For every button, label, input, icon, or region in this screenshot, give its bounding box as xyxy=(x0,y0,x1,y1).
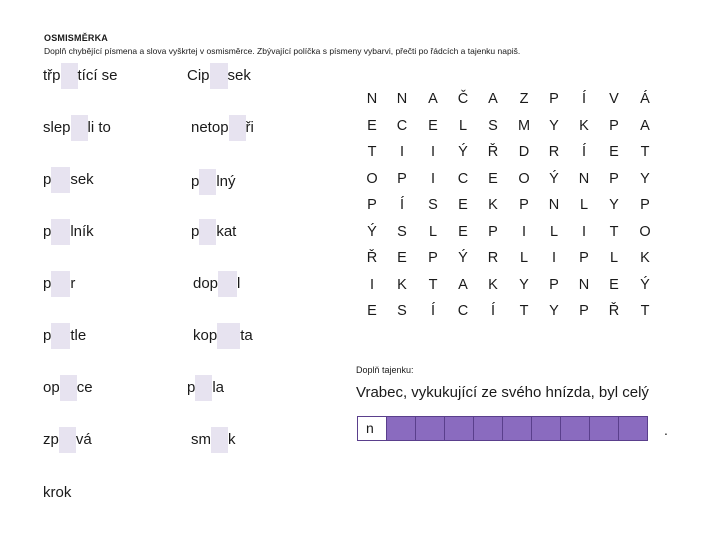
grid-cell[interactable]: T xyxy=(609,224,619,240)
word-item xyxy=(187,63,251,89)
grid-cell[interactable]: C xyxy=(457,303,469,319)
letter-blank[interactable] xyxy=(210,63,228,89)
letter-blank[interactable] xyxy=(229,115,246,141)
answer-cell[interactable] xyxy=(502,416,532,441)
grid-cell[interactable]: L xyxy=(549,224,559,240)
word-suffix: li to xyxy=(87,119,111,136)
grid-cell[interactable]: E xyxy=(367,303,377,319)
letter-blank[interactable] xyxy=(60,375,77,401)
answer-cell[interactable] xyxy=(560,416,590,441)
letter-blank[interactable] xyxy=(218,271,237,297)
grid-cell[interactable]: N xyxy=(578,171,590,187)
word-suffix: sek xyxy=(227,67,251,84)
word-prefix: dop xyxy=(193,275,219,292)
word-suffix: r xyxy=(70,275,76,292)
grid-cell[interactable]: K xyxy=(640,250,650,266)
grid-cell[interactable]: S xyxy=(397,303,407,319)
grid-cell[interactable]: T xyxy=(640,303,650,319)
grid-cell[interactable]: Ý xyxy=(458,144,468,160)
grid-cell[interactable]: I xyxy=(581,224,587,240)
word-prefix: p xyxy=(43,171,52,188)
grid-cell[interactable]: P xyxy=(579,303,589,319)
word-prefix: p xyxy=(191,223,200,240)
grid-cell[interactable]: P xyxy=(549,91,559,107)
grid-cell[interactable]: I xyxy=(399,144,405,160)
word-suffix: kat xyxy=(216,223,237,240)
grid-cell[interactable]: A xyxy=(458,277,468,293)
grid-cell[interactable]: Y xyxy=(549,303,559,319)
grid-cell[interactable]: T xyxy=(367,144,377,160)
grid-cell[interactable]: L xyxy=(609,250,619,266)
grid-cell[interactable]: E xyxy=(458,197,468,213)
grid-cell[interactable]: L xyxy=(579,197,589,213)
grid-cell[interactable]: Y xyxy=(549,118,559,134)
grid-cell[interactable]: A xyxy=(428,91,438,107)
grid-cell[interactable]: Ř xyxy=(487,144,499,160)
grid-cell[interactable]: Ý xyxy=(458,250,468,266)
grid-cell[interactable]: P xyxy=(397,171,407,187)
grid-cell[interactable]: N xyxy=(578,277,590,293)
word-prefix: kop xyxy=(193,327,218,344)
word-suffix: l xyxy=(237,275,241,292)
letter-blank[interactable] xyxy=(199,219,216,245)
word-suffix: k xyxy=(228,431,236,448)
grid-cell[interactable]: P xyxy=(549,277,559,293)
letter-blank[interactable] xyxy=(51,219,70,245)
answer-cell[interactable] xyxy=(415,416,445,441)
grid-cell[interactable]: P xyxy=(609,171,619,187)
grid-cell[interactable]: Á xyxy=(640,91,650,107)
word-text: krok xyxy=(43,484,72,501)
grid-cell[interactable]: Ý xyxy=(640,277,650,293)
word-prefix: p xyxy=(43,223,52,240)
grid-cell[interactable]: R xyxy=(487,250,499,266)
grid-cell[interactable]: Y xyxy=(609,197,619,213)
grid-cell[interactable]: Č xyxy=(457,91,469,107)
word-prefix: sm xyxy=(191,431,211,448)
letter-blank[interactable] xyxy=(199,169,216,195)
grid-cell[interactable]: L xyxy=(519,250,529,266)
grid-cell[interactable]: L xyxy=(458,118,468,134)
letter-blank[interactable] xyxy=(211,427,228,453)
answer-cell[interactable]: n xyxy=(357,416,387,441)
grid-cell[interactable]: I xyxy=(521,224,527,240)
grid-cell[interactable]: Y xyxy=(519,277,529,293)
word-item xyxy=(43,63,118,89)
word-prefix: p xyxy=(43,275,52,292)
tajenka-sentence: Vrabec, vykukující ze svého hnízda, byl celý xyxy=(356,384,649,401)
letter-blank[interactable] xyxy=(61,63,78,89)
grid-cell[interactable]: Ř xyxy=(366,250,378,266)
word-prefix: p xyxy=(43,327,52,344)
answer-cell[interactable] xyxy=(531,416,561,441)
grid-cell[interactable]: T xyxy=(640,144,650,160)
grid-cell[interactable]: N xyxy=(366,91,378,107)
grid-cell[interactable]: R xyxy=(548,144,560,160)
letter-blank[interactable] xyxy=(59,427,76,453)
word-suffix: tle xyxy=(70,327,87,344)
grid-cell[interactable]: N xyxy=(548,197,560,213)
word-prefix: zp xyxy=(43,431,59,448)
word-prefix: slep xyxy=(43,119,71,136)
word-prefix: třp xyxy=(43,67,61,84)
word-item xyxy=(43,323,86,349)
grid-cell[interactable]: I xyxy=(430,144,436,160)
letter-blank[interactable] xyxy=(51,167,70,193)
grid-cell[interactable]: Í xyxy=(490,303,496,319)
word-item xyxy=(43,480,71,506)
grid-cell[interactable]: E xyxy=(367,118,377,134)
word-item xyxy=(193,271,240,297)
grid-cell[interactable]: E xyxy=(609,144,619,160)
grid-cell[interactable]: C xyxy=(396,118,408,134)
word-suffix: tící se xyxy=(77,67,118,84)
worksheet-instruction: Doplň chybějící písmena a slova vyškrtej v osmisměrce. Zbývající políčka s písmeny vybarvi, přečti po řádcích a tajenku napiš. xyxy=(44,46,521,56)
grid-cell[interactable]: P xyxy=(579,250,589,266)
grid-cell[interactable]: S xyxy=(428,197,438,213)
word-suffix: ce xyxy=(76,379,93,396)
grid-cell[interactable]: K xyxy=(579,118,589,134)
letter-blank[interactable] xyxy=(195,375,212,401)
word-item xyxy=(191,219,236,245)
letter-blank[interactable] xyxy=(217,323,240,349)
grid-cell[interactable]: O xyxy=(366,171,378,187)
word-suffix: ta xyxy=(240,327,253,344)
grid-cell[interactable]: P xyxy=(519,197,529,213)
grid-cell[interactable]: Y xyxy=(640,171,650,187)
answer-cell[interactable] xyxy=(618,416,648,441)
grid-cell[interactable]: S xyxy=(488,118,498,134)
grid-cell[interactable]: N xyxy=(396,91,408,107)
grid-cell[interactable]: D xyxy=(518,144,530,160)
grid-cell[interactable]: E xyxy=(609,277,619,293)
tajenka-answer-row xyxy=(357,416,648,441)
word-item xyxy=(43,375,93,401)
letter-blank[interactable] xyxy=(51,271,70,297)
word-item xyxy=(43,427,92,453)
word-suffix: sek xyxy=(70,171,94,188)
word-item xyxy=(43,271,75,297)
grid-cell[interactable]: P xyxy=(640,197,650,213)
grid-cell[interactable]: K xyxy=(397,277,407,293)
grid-cell[interactable]: Í xyxy=(399,197,405,213)
grid-cell[interactable]: P xyxy=(609,118,619,134)
grid-cell[interactable]: E xyxy=(458,224,468,240)
word-prefix: p xyxy=(191,173,200,190)
grid-cell[interactable]: A xyxy=(640,118,650,134)
word-item xyxy=(191,169,236,195)
word-item xyxy=(193,323,253,349)
word-prefix: Cip xyxy=(187,67,210,84)
answer-cell[interactable] xyxy=(386,416,416,441)
word-item xyxy=(43,219,94,245)
letter-blank[interactable] xyxy=(51,323,70,349)
grid-cell[interactable]: P xyxy=(367,197,377,213)
grid-cell[interactable]: I xyxy=(369,277,375,293)
grid-cell[interactable]: E xyxy=(428,118,438,134)
word-item xyxy=(191,427,236,453)
word-item xyxy=(43,115,111,141)
grid-cell[interactable]: C xyxy=(457,171,469,187)
grid-cell[interactable]: V xyxy=(609,91,619,107)
word-suffix: lný xyxy=(216,173,236,190)
word-item xyxy=(187,375,224,401)
grid-cell[interactable]: O xyxy=(639,224,651,240)
grid-cell[interactable]: S xyxy=(397,224,407,240)
grid-cell[interactable]: Z xyxy=(519,91,529,107)
grid-cell[interactable]: P xyxy=(428,250,438,266)
grid-cell[interactable]: M xyxy=(517,118,531,134)
grid-cell[interactable]: T xyxy=(428,277,438,293)
grid-cell[interactable]: K xyxy=(488,277,498,293)
word-prefix: p xyxy=(187,379,196,396)
grid-cell[interactable]: Í xyxy=(581,144,587,160)
grid-cell[interactable]: K xyxy=(488,197,498,213)
worksheet-title: OSMISMĚRKA xyxy=(44,33,109,43)
word-suffix: ři xyxy=(245,119,254,136)
grid-cell[interactable]: Ý xyxy=(549,171,559,187)
grid-cell[interactable]: E xyxy=(397,250,407,266)
tajenka-label: Doplň tajenku: xyxy=(356,365,414,375)
word-prefix: netop xyxy=(191,119,229,136)
answer-cell[interactable] xyxy=(473,416,503,441)
grid-cell[interactable]: A xyxy=(488,91,498,107)
word-suffix: vá xyxy=(75,431,92,448)
letter-blank[interactable] xyxy=(71,115,88,141)
word-suffix: la xyxy=(212,379,225,396)
grid-cell[interactable]: O xyxy=(518,171,530,187)
grid-cell[interactable]: I xyxy=(430,171,436,187)
word-prefix: op xyxy=(43,379,60,396)
grid-cell[interactable]: L xyxy=(428,224,438,240)
answer-cell[interactable] xyxy=(589,416,619,441)
word-item xyxy=(43,167,94,193)
word-item xyxy=(191,115,254,141)
grid-cell[interactable]: Ý xyxy=(367,224,377,240)
grid-cell[interactable]: P xyxy=(488,224,498,240)
word-suffix: lník xyxy=(70,223,94,240)
grid-cell[interactable]: Í xyxy=(581,91,587,107)
sentence-end-dot: . xyxy=(664,422,668,438)
answer-cell[interactable] xyxy=(444,416,474,441)
grid-cell[interactable]: T xyxy=(519,303,529,319)
grid-cell[interactable]: Í xyxy=(430,303,436,319)
grid-cell[interactable]: I xyxy=(551,250,557,266)
grid-cell[interactable]: Ř xyxy=(608,303,620,319)
grid-cell[interactable]: E xyxy=(488,171,498,187)
